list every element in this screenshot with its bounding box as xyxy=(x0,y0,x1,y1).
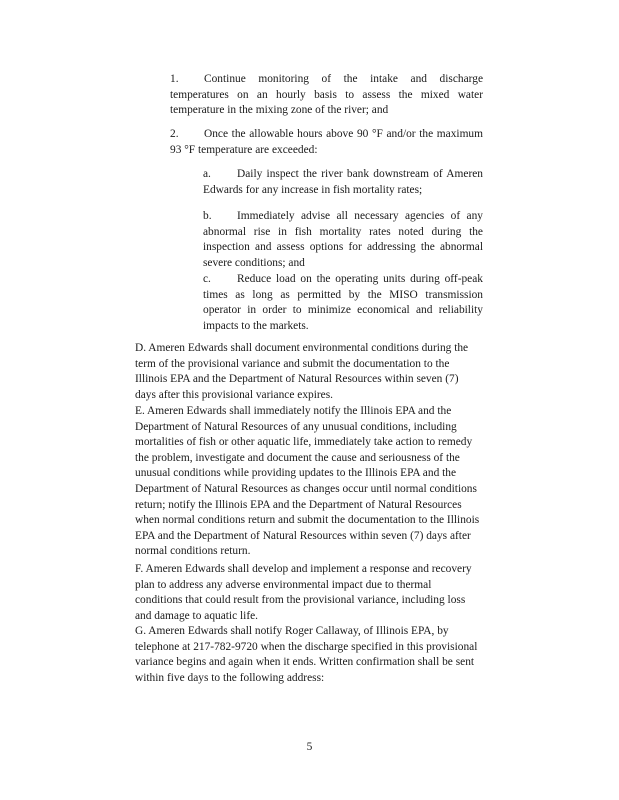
paragraph-d: D. Ameren Edwards shall document environmental conditions during the term of the provisional variance and submit the documentation to the Illinois EPA and the Department of Natural Resources within seven (7) days after this provisional variance expires. xyxy=(135,342,469,401)
sub-item-c-text: Reduce load on the operating units during off-peak times as long as permitted by the MISO transmission operator in order to minimize economical and reliability impacts to the markets. xyxy=(203,273,483,332)
paragraph-f: F. Ameren Edwards shall develop and implement a response and recovery plan to address any adverse environmental impact due to thermal conditions that could result from the provisional variance, including loss and damage to aquatic life. xyxy=(135,563,472,622)
sub-item-a xyxy=(203,167,483,198)
list-item-2-text: Once the allowable hours above 90 °F and/or the maximum 93 °F temperature are exceeded: xyxy=(170,128,483,156)
sub-item-c xyxy=(203,272,483,334)
list-item-1 xyxy=(170,72,483,119)
list-item-1-number: 1. xyxy=(170,73,179,85)
paragraph-g: G. Ameren Edwards shall notify Roger Callaway, of Illinois EPA, by telephone at 217-782-9720 when the discharge specified in this provisional variance begins and again when it ends. Written confirmation shall be sent within five days to the following address: xyxy=(135,625,478,684)
paragraph-e: E. Ameren Edwards shall immediately notify the Illinois EPA and the Department of Natural Resources of any unusual conditions, including mortalities of fish or other aquatic life, immediately take action to remedy the problem, investigate and document the cause and seriousness of the unusual conditions while providing updates to the Illinois EPA and the Department of Natural Resources as changes occur until normal conditions return; notify the Illinois EPA and the Department of Natural Resources when normal conditions return and submit the documentation to the Illinois EPA and the Department of Natural Resources within seven (7) days after normal conditions return. xyxy=(135,405,480,558)
sub-item-c-letter: c. xyxy=(203,273,211,285)
list-item-1-text: Continue monitoring of the intake and discharge temperatures on an hourly basis to assess the mixed water temperature in the mixing zone of the river; and xyxy=(170,73,483,117)
sub-item-a-text: Daily inspect the river bank downstream of Ameren Edwards for any increase in fish mortality rates; xyxy=(203,168,483,196)
list-item-2 xyxy=(170,127,483,158)
sub-item-b xyxy=(203,209,483,271)
sub-item-b-letter: b. xyxy=(203,210,212,222)
page-number: 5 xyxy=(306,741,313,753)
list-item-2-number: 2. xyxy=(170,128,179,140)
sub-item-a-letter: a. xyxy=(203,168,211,180)
sub-item-b-text: Immediately advise all necessary agencies of any abnormal rise in fish mortality rates noted during the inspection and assess options for addressing the abnormal severe conditions; and xyxy=(203,210,483,269)
